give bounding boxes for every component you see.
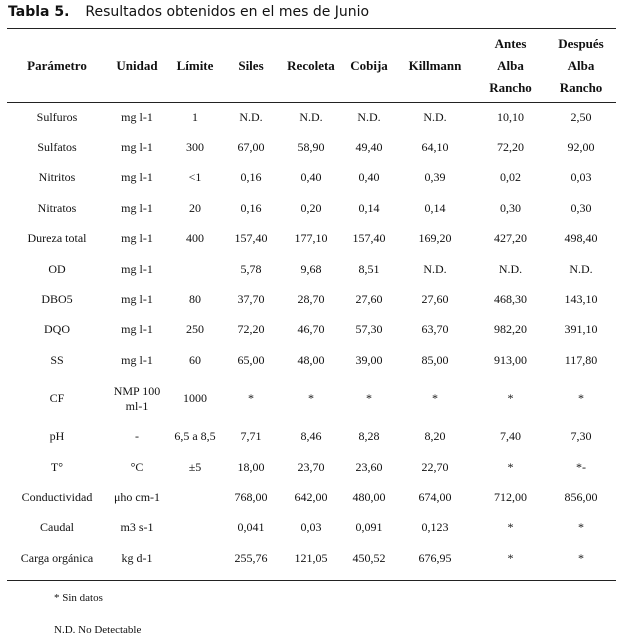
cell-recoleta: 0,40: [300, 170, 322, 185]
cell-parametro: Sulfuros: [36, 109, 78, 124]
cell-parametro: DQO: [44, 322, 70, 337]
cell-limite: 20: [189, 200, 201, 215]
cell-cobija: 450,52: [352, 550, 386, 565]
cell-killmann: 63,70: [421, 322, 449, 337]
cell-antes-alba-rancho: 712,00: [494, 489, 527, 504]
cell-unidad: μho cm-1: [113, 489, 161, 504]
header-recoleta: Recoleta: [287, 58, 335, 73]
cell-parametro: Sulfatos: [37, 140, 77, 155]
cell-siles: 7,71: [240, 429, 262, 444]
cell-despues-alba-rancho: *: [578, 550, 584, 565]
table-caption: [8, 4, 369, 20]
cell-despues-alba-rancho: 391,10: [564, 322, 598, 337]
cell-recoleta: 8,46: [300, 429, 322, 444]
cell-siles: 0,16: [240, 170, 262, 185]
cell-killmann: 0,39: [424, 170, 446, 185]
cell-despues-alba-rancho: *: [578, 391, 584, 406]
table-row: [7, 132, 616, 162]
table-body: [7, 102, 616, 573]
cell-killmann: 0,14: [424, 200, 446, 215]
cell-unidad: mg l-1: [121, 352, 153, 367]
cell-recoleta: 9,68: [300, 261, 322, 276]
table-row: [7, 422, 616, 452]
cell-siles: 0,16: [240, 200, 262, 215]
cell-cobija: 49,40: [355, 140, 383, 155]
cell-siles: 37,70: [237, 292, 265, 307]
cell-siles: 65,00: [237, 352, 265, 367]
cell-siles: 67,00: [237, 140, 265, 155]
cell-despues-alba-rancho: 0,30: [570, 200, 592, 215]
cell-cobija: 157,40: [352, 231, 386, 246]
cell-siles: 157,40: [234, 231, 268, 246]
header-row: [7, 30, 616, 102]
cell-parametro: SS: [50, 352, 64, 367]
cell-limite: [167, 543, 223, 573]
cell-parametro: Nitratos: [37, 200, 77, 215]
cell-siles: 768,00: [234, 489, 268, 504]
cell-siles: N.D.: [239, 109, 263, 124]
cell-antes-alba-rancho: 982,20: [494, 322, 527, 337]
cell-recoleta: 642,00: [294, 489, 328, 504]
table-row: [7, 376, 616, 422]
cell-unidad: mg l-1: [121, 170, 153, 185]
cell-recoleta: 23,70: [297, 459, 325, 474]
caption-title: Resultados obtenidos en el mes de Junio: [85, 4, 370, 20]
cell-killmann: 0,123: [421, 520, 449, 535]
cell-despues-alba-rancho: *-: [576, 459, 586, 474]
header-cobija: Cobija: [350, 58, 388, 73]
cell-cobija: 8,51: [358, 261, 380, 276]
table-row: [7, 193, 616, 223]
cell-parametro: Dureza total: [27, 231, 87, 246]
cell-recoleta: 0,03: [300, 520, 322, 535]
cell-limite: 80: [189, 292, 201, 307]
table-row: [7, 163, 616, 193]
table-row: [7, 284, 616, 314]
cell-killmann: 27,60: [421, 292, 449, 307]
cell-antes-alba-rancho: *: [507, 520, 514, 535]
cell-killmann: N.D.: [423, 261, 447, 276]
table-row: [7, 452, 616, 482]
cell-antes-alba-rancho: 468,30: [494, 292, 527, 307]
cell-antes-alba-rancho: 913,00: [494, 352, 527, 367]
footnote-no-detectable: N.D. No Detectable: [54, 624, 142, 636]
cell-cobija: 39,00: [355, 352, 383, 367]
cell-despues-alba-rancho: 856,00: [564, 489, 598, 504]
results-table: [7, 30, 616, 573]
cell-siles: *: [248, 391, 254, 406]
cell-unidad: kg d-1: [121, 550, 153, 565]
table-row: [7, 254, 616, 284]
cell-cobija: 57,30: [355, 322, 383, 337]
cell-parametro: Conductividad: [21, 489, 93, 504]
cell-antes-alba-rancho: 0,02: [500, 170, 521, 185]
cell-limite: 300: [186, 140, 204, 155]
cell-antes-alba-rancho: *: [507, 550, 514, 565]
table-row: [7, 543, 616, 573]
cell-killmann: 8,20: [424, 429, 446, 444]
cell-parametro: OD: [48, 261, 66, 276]
footnote-sin-datos: * Sin datos: [54, 592, 103, 604]
cell-siles: 0,041: [237, 520, 265, 535]
cell-unidad: mg l-1: [121, 292, 153, 307]
cell-despues-alba-rancho: 143,10: [564, 292, 598, 307]
cell-unidad: mg l-1: [121, 200, 153, 215]
bottom-rule: [7, 580, 616, 581]
cell-unidad: mg l-1: [121, 231, 153, 246]
cell-antes-alba-rancho: 72,20: [497, 140, 524, 155]
cell-parametro: Carga orgánica: [20, 550, 94, 565]
table-row: [7, 102, 616, 132]
cell-recoleta: N.D.: [299, 109, 323, 124]
cell-limite: [167, 254, 223, 284]
header-despues-alba-rancho: Después Alba Rancho: [558, 36, 604, 95]
cell-antes-alba-rancho: 10,10: [497, 109, 524, 124]
header-parametro: Parámetro: [27, 58, 87, 73]
cell-cobija: 23,60: [355, 459, 383, 474]
cell-siles: 255,76: [234, 550, 268, 565]
cell-limite: 6,5 a 8,5: [174, 429, 216, 444]
cell-recoleta: 48,00: [297, 352, 325, 367]
cell-limite: 1000: [183, 391, 207, 406]
cell-cobija: N.D.: [357, 109, 381, 124]
cell-despues-alba-rancho: 7,30: [570, 429, 592, 444]
cell-recoleta: 121,05: [294, 550, 328, 565]
cell-limite: 60: [189, 352, 201, 367]
cell-antes-alba-rancho: 7,40: [500, 429, 521, 444]
cell-cobija: *: [366, 391, 372, 406]
cell-cobija: 27,60: [355, 292, 383, 307]
cell-killmann: N.D.: [423, 109, 447, 124]
cell-despues-alba-rancho: N.D.: [569, 261, 593, 276]
cell-recoleta: 58,90: [297, 140, 325, 155]
cell-unidad: NMP 100 ml-1: [113, 383, 161, 413]
cell-unidad: mg l-1: [121, 140, 153, 155]
table-row: [7, 513, 616, 543]
cell-limite: ±5: [188, 459, 202, 474]
cell-parametro: CF: [49, 391, 65, 406]
cell-killmann: 22,70: [421, 459, 449, 474]
cell-parametro: pH: [49, 429, 65, 444]
cell-antes-alba-rancho: 427,20: [494, 231, 527, 246]
cell-cobija: 0,091: [355, 520, 383, 535]
cell-limite: [167, 513, 223, 543]
cell-killmann: 676,95: [418, 550, 452, 565]
cell-killmann: *: [432, 391, 438, 406]
header-unidad: Unidad: [116, 58, 158, 73]
cell-parametro: DBO5: [41, 292, 73, 307]
cell-killmann: 674,00: [418, 489, 452, 504]
cell-killmann: 85,00: [421, 352, 449, 367]
cell-unidad: mg l-1: [121, 322, 153, 337]
cell-killmann: 169,20: [418, 231, 452, 246]
cell-unidad: °C: [130, 459, 144, 474]
cell-recoleta: 46,70: [297, 322, 325, 337]
cell-recoleta: 28,70: [297, 292, 325, 307]
cell-parametro: T°: [50, 459, 64, 474]
header-siles: Siles: [238, 58, 264, 73]
cell-antes-alba-rancho: 0,30: [500, 200, 521, 215]
cell-despues-alba-rancho: 117,80: [564, 352, 598, 367]
cell-limite: 400: [186, 231, 204, 246]
cell-limite: 1: [192, 109, 198, 124]
cell-limite: <1: [188, 170, 202, 185]
table-row: [7, 345, 616, 375]
cell-cobija: 0,40: [358, 170, 380, 185]
cell-killmann: 64,10: [421, 140, 449, 155]
cell-cobija: 0,14: [358, 200, 380, 215]
cell-unidad: m3 s-1: [120, 520, 154, 535]
cell-despues-alba-rancho: 498,40: [564, 231, 598, 246]
cell-antes-alba-rancho: *: [507, 459, 514, 474]
caption-label: Tabla 5.: [8, 4, 70, 20]
cell-parametro: Caudal: [40, 520, 74, 535]
cell-despues-alba-rancho: 0,03: [570, 170, 592, 185]
cell-unidad: -: [135, 429, 139, 444]
cell-antes-alba-rancho: N.D.: [498, 261, 523, 276]
cell-despues-alba-rancho: 92,00: [567, 140, 595, 155]
cell-cobija: 8,28: [358, 429, 380, 444]
cell-siles: 5,78: [240, 261, 262, 276]
table-row: [7, 482, 616, 512]
cell-siles: 72,20: [237, 322, 265, 337]
cell-unidad: mg l-1: [121, 109, 153, 124]
cell-limite: 250: [186, 322, 204, 337]
table-row: [7, 224, 616, 254]
header-killmann: Killmann: [408, 58, 462, 73]
cell-unidad: mg l-1: [121, 261, 153, 276]
cell-antes-alba-rancho: *: [507, 391, 514, 406]
cell-recoleta: 0,20: [300, 200, 322, 215]
cell-recoleta: 177,10: [294, 231, 328, 246]
header-limite: Límite: [176, 58, 214, 73]
cell-recoleta: *: [308, 391, 314, 406]
cell-parametro: Nitritos: [38, 170, 76, 185]
cell-cobija: 480,00: [352, 489, 386, 504]
table-row: [7, 315, 616, 345]
cell-limite: [167, 482, 223, 512]
cell-siles: 18,00: [237, 459, 265, 474]
header-antes-alba-rancho: Antes Alba Rancho: [489, 36, 532, 95]
top-rule: [7, 28, 616, 29]
cell-despues-alba-rancho: *: [578, 520, 584, 535]
cell-despues-alba-rancho: 2,50: [570, 109, 592, 124]
